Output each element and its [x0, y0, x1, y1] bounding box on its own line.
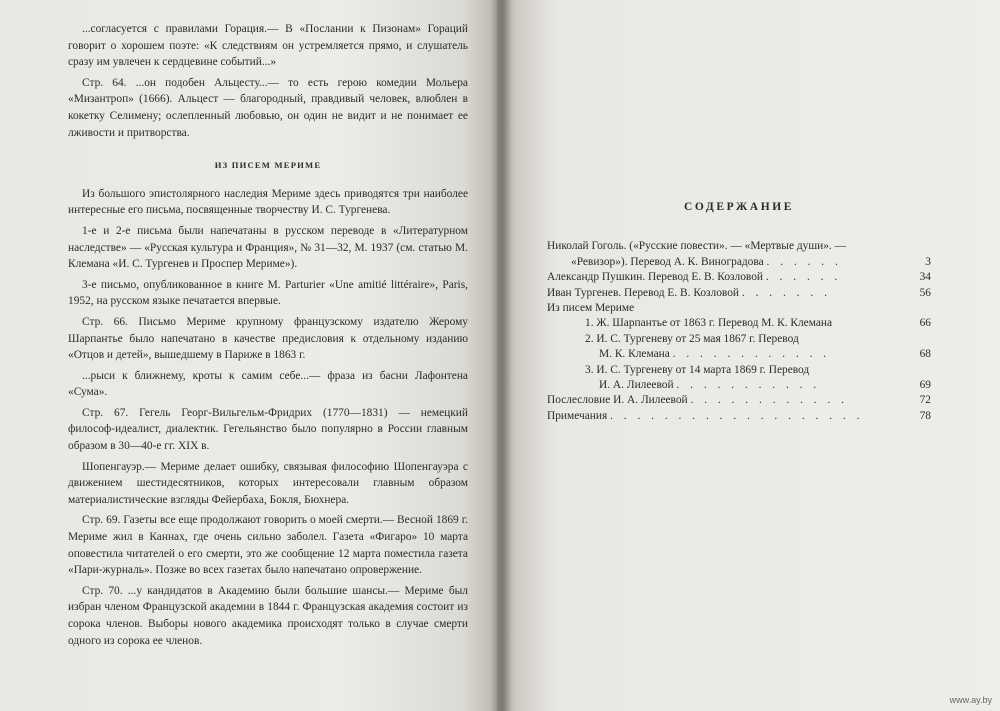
toc-entry — [547, 316, 931, 331]
site-watermark: www.ay.by — [949, 695, 992, 705]
toc-entry-line: 2. И. С. Тургеневу от 25 мая 1867 г. Перевод — [585, 332, 799, 345]
toc-entry — [547, 409, 931, 424]
toc-page-number: 78 — [919, 409, 931, 422]
toc-leader-dots: . . . . . . . . . . . . — [690, 394, 849, 407]
toc-entry-line: «Ревизор»). Перевод А. К. Виноградова — [571, 255, 764, 268]
toc-leader-dots: . . . . . . — [765, 271, 842, 284]
toc-entry — [547, 301, 931, 316]
toc-leader-dots: . . . . . . . . . . . . . . . . . . . — [610, 409, 864, 422]
toc-entry — [547, 363, 931, 394]
toc-entry-line: Иван Тургенев. Перевод Е. В. Козловой — [547, 286, 740, 299]
toc-entry-line: 3. И. С. Тургеневу от 14 марта 1869 г. Перевод — [585, 363, 810, 376]
note-paragraph: Стр. 70. ...у кандидатов в Академию были большие шансы.— Мериме был избран членом Французской академии в 1844 г. Французская академия состоит из сорока членов. Выборы нового академика происходят только в случае смерти одного из сорока ее членов. — [68, 584, 468, 647]
section-heading: ИЗ ПИСЕМ МЕРИМЕ — [214, 160, 322, 171]
note-paragraph: Стр. 64. ...он подобен Альцесту...— то есть герою комедии Мольера «Мизантроп» (1666). Альцест — благородный, правдивый человек, влюблен в кокетку Селимену; ослепленный любовью, он один не видит и не понимает ее лживости и притворства. — [68, 76, 468, 139]
toc-page-number: 69 — [919, 379, 931, 392]
book-gutter — [490, 0, 512, 711]
note-paragraph: Стр. 66. Письмо Мериме крупному французскому издателю Жерому Шарпантье было напечатано в качестве предисловия к отдельному изданию «Отцов и детей», вышедшему в Париже в 1863 г. — [68, 315, 468, 362]
toc-leader-dots: . . . . . . — [766, 255, 842, 268]
toc-page-number: 34 — [919, 271, 931, 284]
toc-page-number: 68 — [919, 348, 931, 361]
toc-entry-line: Из писем Мериме — [547, 302, 635, 315]
toc-entry-line: И. А. Лилеевой — [599, 379, 674, 392]
toc-entry — [547, 286, 931, 301]
note-paragraph: Шопенгауэр.— Мериме делает ошибку, связывая философию Шопенгауэра с движением шестидесятников, которых интересовали главным образом материалистические взгляды Фейербаха, Бокля, Бюхнера. — [68, 460, 468, 506]
note-paragraph: ...рыси к ближнему, кроты к самим себе...— фраза из басни Лафонтена «Сума». — [68, 369, 468, 399]
note-paragraph: Стр. 67. Гегель Георг-Вильгельм-Фридрих (1770—1831) — немецкий философ-идеалист, диалектик. Гегельянство было популярно в России главным образом в 30—40-е гг. XIX в. — [68, 406, 468, 453]
toc-entry-line: Примечания — [547, 409, 608, 422]
toc-leader-dots: . . . . . . . . . . . — [676, 379, 821, 392]
toc-entry — [547, 239, 931, 270]
table-of-contents — [547, 200, 931, 424]
toc-entry-line: Послесловие И. А. Лилеевой — [547, 394, 688, 407]
toc-leader-dots: . . . . . . . . . . . . — [672, 348, 831, 361]
toc-entry — [547, 332, 931, 363]
note-paragraph: 3-е письмо, опубликованное в книге M. Parturier «Une amitié littéraire», Paris, 1952, на русском языке печатается впервые. — [68, 278, 468, 308]
note-paragraph: Из большого эпистолярного наследия Мериме здесь приводятся три наиболее интересные его письма, посвященные творчеству И. С. Тургенева. — [68, 187, 468, 217]
toc-entry-line: Александр Пушкин. Перевод Е. В. Козловой — [547, 271, 763, 284]
left-page — [0, 0, 497, 711]
note-paragraph: 1-е и 2-е письма были напечатаны в русском переводе в «Литературном наследстве» — «Русская культура и Франция», № 31—32, М. 1937 (см. статью М. Клемана «И. С. Тургенев и Проспер Мериме»). — [68, 224, 468, 271]
notes-text — [68, 21, 468, 653]
note-paragraph: ...согласуется с правилами Горация.— В «Послании к Пизонам» Гораций говорит о хорошем поэте: «К следствиям он устремляется прямо, и слушатель сразу им увлечен к сердцевине событий...» — [68, 23, 468, 69]
toc-title: СОДЕРЖАНИЕ — [683, 201, 795, 213]
toc-page-number: 72 — [919, 394, 931, 407]
toc-page-number: 66 — [919, 317, 931, 330]
toc-entry-line: 1. Ж. Шарпантье от 1863 г. Перевод М. К. Клемана — [585, 317, 833, 330]
toc-entry-line: М. К. Клемана — [599, 348, 670, 361]
toc-entry — [547, 393, 931, 408]
toc-entry-line: Николай Гоголь. («Русские повести». — «Мертвые души». — — [547, 240, 846, 253]
toc-page-number: 56 — [919, 286, 931, 299]
toc-page-number: 3 — [925, 255, 931, 268]
toc-leader-dots: . . . . . . . — [741, 286, 831, 299]
toc-entry — [547, 270, 931, 285]
note-paragraph: Стр. 69. Газеты все еще продолжают говорить о моей смерти.— Весной 1869 г. Мериме жил в Каннах, где очень сильно заболел. Газета «Фигаро» 10 марта оповестила читателей о его смерти, это же сообщение 12 марта поместила газета «Пари-журналь». Позже во всех газетах было напечатано опровержение. — [68, 514, 468, 577]
